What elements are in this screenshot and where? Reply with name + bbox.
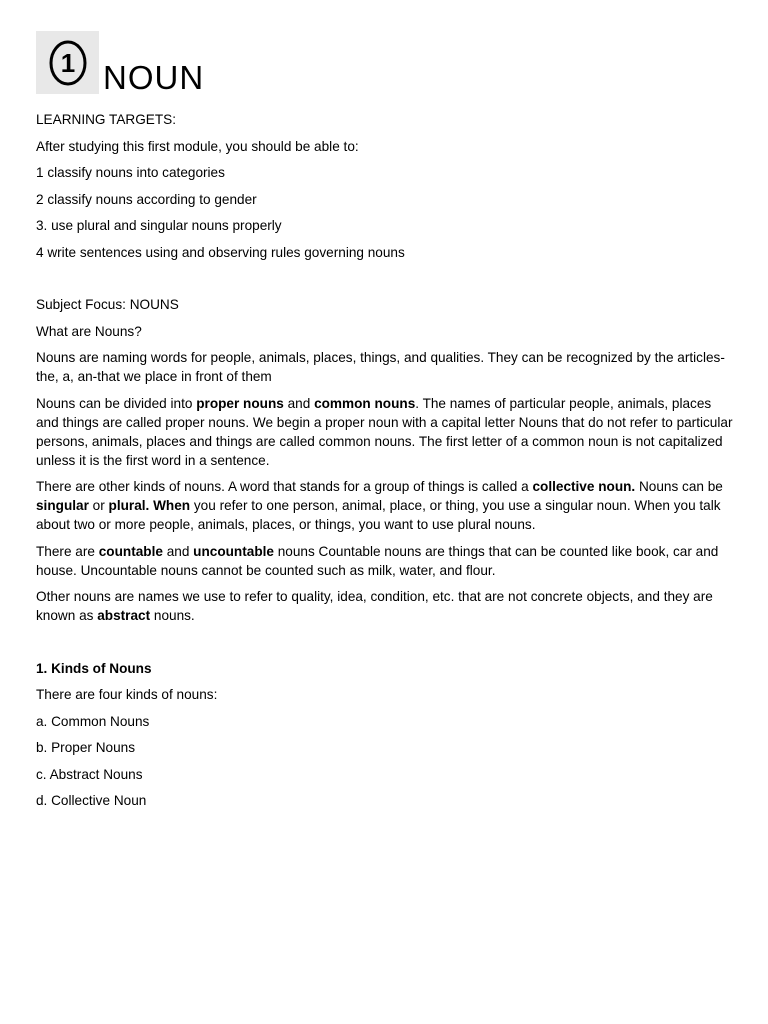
module-number-badge [36, 31, 99, 94]
module-header [36, 28, 204, 94]
question-heading: What are Nouns? [36, 323, 142, 339]
kinds-heading: 1. Kinds of Nouns [36, 660, 152, 676]
page-title: NOUN [103, 59, 205, 96]
learning-target-item: 4 write sentences using and observing rules governing nouns [36, 244, 405, 260]
noun-definition: Nouns are naming words for people, animals, places, things, and qualities. They can be recognized by the articles-the, a, an-that we place in front of them [36, 350, 725, 384]
kinds-list-item: b. Proper Nouns [36, 740, 135, 755]
circled-number-icon [48, 39, 88, 87]
learning-target-item: 3. use plural and singular nouns properly [36, 218, 282, 233]
abstract-paragraph: Other nouns are names we use to refer to quality, idea, condition, etc. that are not concrete objects, and they are known as abstract nouns. [36, 589, 713, 623]
collective-paragraph: There are other kinds of nouns. A word that stands for a group of things is called a collective noun. Nouns can be singular or plural. When you refer to one person, animal, place, or thing, you use a singular noun. When you talk about two or more people, animals, places, or things, you want to use plural nouns. [36, 479, 723, 532]
learning-target-item: 1 classify nouns into categories [36, 165, 225, 180]
learning-targets-heading: LEARNING TARGETS: [36, 112, 176, 127]
proper-common-paragraph: Nouns can be divided into proper nouns and common nouns. The names of particular people, animals, places and things are called proper nouns. We begin a proper noun with a capital letter Nouns that do not refer to particular persons, animals, places and things are called common nouns. The first letter of a common noun is not capitalized unless it is the first word in a sentence. [36, 395, 733, 468]
kinds-list-item: a. Common Nouns [36, 713, 150, 729]
document-body [36, 110, 736, 818]
module-number: 1 [60, 47, 75, 78]
kinds-intro: There are four kinds of nouns: [36, 687, 218, 702]
kinds-list-item: c. Abstract Nouns [36, 766, 143, 782]
spacer [36, 633, 736, 659]
kinds-list-item: d. Collective Noun [36, 793, 147, 808]
learning-targets-intro: After studying this first module, you should be able to: [36, 138, 359, 154]
learning-target-item: 2 classify nouns according to gender [36, 191, 257, 207]
countable-paragraph: There are countable and uncountable nouns Countable nouns are things that can be counted like book, car and house. Uncountable nouns cannot be counted such as milk, water, and flour. [36, 543, 719, 578]
spacer [36, 269, 736, 295]
subject-focus: Subject Focus: NOUNS [36, 297, 179, 312]
